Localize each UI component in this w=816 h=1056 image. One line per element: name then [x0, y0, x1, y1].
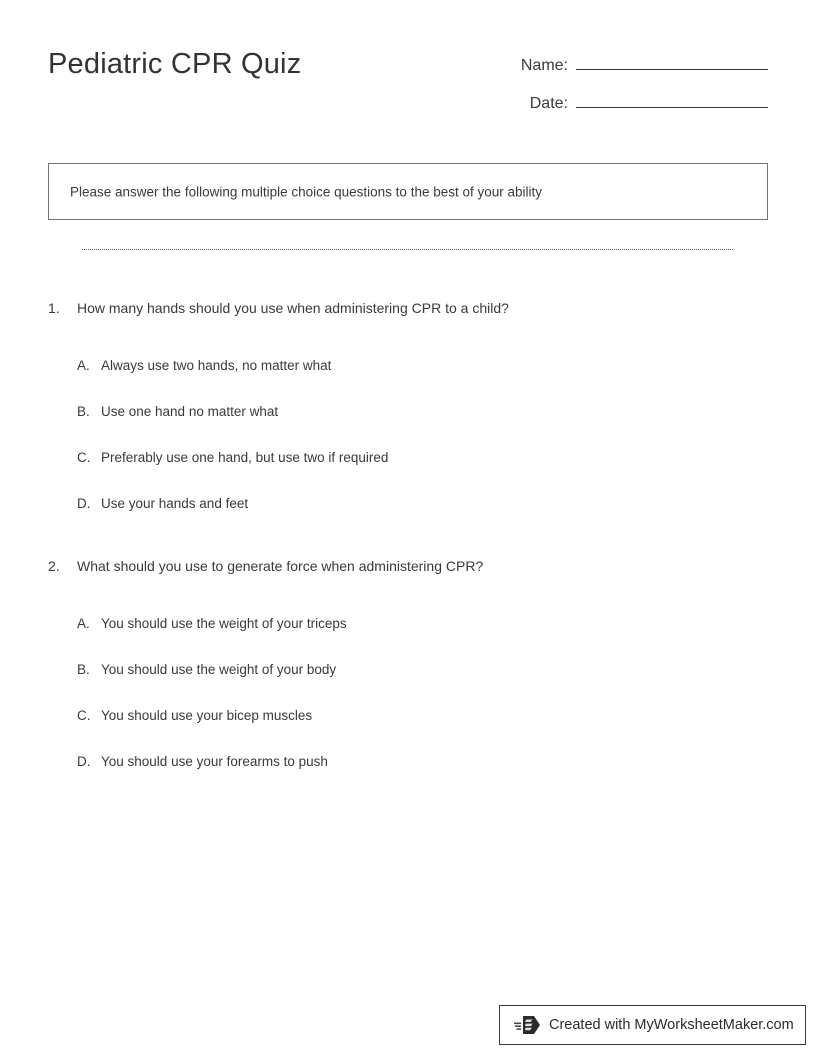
worksheet-header — [0, 0, 816, 140]
option-row[interactable] — [0, 616, 816, 662]
option-letter: A. — [77, 358, 90, 373]
name-field-input[interactable] — [576, 50, 768, 70]
instructions-text: Please answer the following multiple choice questions to the best of your ability — [70, 184, 543, 199]
question-text: What should you use to generate force when administering CPR? — [77, 558, 484, 574]
option-letter: B. — [77, 662, 90, 677]
question-line — [0, 300, 816, 330]
option-text: Use one hand no matter what — [101, 404, 279, 419]
option-text: Use your hands and feet — [101, 496, 249, 511]
option-letter: B. — [77, 404, 90, 419]
option-row[interactable] — [0, 754, 816, 800]
footer-attribution-text: Created with MyWorksheetMaker.com — [549, 1017, 794, 1033]
option-row[interactable] — [0, 496, 816, 542]
worksheet-maker-logo-icon — [514, 1013, 542, 1037]
question-line — [0, 558, 816, 588]
option-row[interactable] — [0, 662, 816, 708]
option-letter: D. — [77, 496, 91, 511]
option-text: Always use two hands, no matter what — [101, 358, 332, 373]
section-divider — [82, 249, 733, 250]
options-list — [0, 358, 816, 542]
page-title: Pediatric CPR Quiz — [48, 48, 302, 80]
question-block — [0, 558, 816, 800]
footer-attribution-badge[interactable] — [499, 1005, 806, 1045]
option-row[interactable] — [0, 450, 816, 496]
option-text: You should use the weight of your body — [101, 662, 337, 677]
option-letter: C. — [77, 708, 91, 723]
option-row[interactable] — [0, 358, 816, 404]
option-letter: C. — [77, 450, 91, 465]
options-list — [0, 616, 816, 800]
question-text: How many hands should you use when administering CPR to a child? — [77, 300, 509, 316]
name-field-row — [468, 50, 768, 88]
option-text: You should use your bicep muscles — [101, 708, 313, 723]
question-block — [0, 300, 816, 542]
option-text: Preferably use one hand, but use two if required — [101, 450, 389, 465]
question-number: 1. — [48, 300, 60, 316]
question-number: 2. — [48, 558, 60, 574]
student-fields — [468, 50, 768, 126]
option-letter: D. — [77, 754, 91, 769]
instructions-box — [48, 163, 768, 220]
option-letter: A. — [77, 616, 90, 631]
option-text: You should use the weight of your triceps — [101, 616, 347, 631]
option-text: You should use your forearms to push — [101, 754, 328, 769]
option-row[interactable] — [0, 404, 816, 450]
date-field-row — [468, 88, 768, 126]
date-field-label: Date: — [529, 95, 568, 112]
questions-list — [0, 300, 816, 816]
date-field-input[interactable] — [576, 88, 768, 108]
option-row[interactable] — [0, 708, 816, 754]
name-field-label: Name: — [520, 57, 568, 74]
